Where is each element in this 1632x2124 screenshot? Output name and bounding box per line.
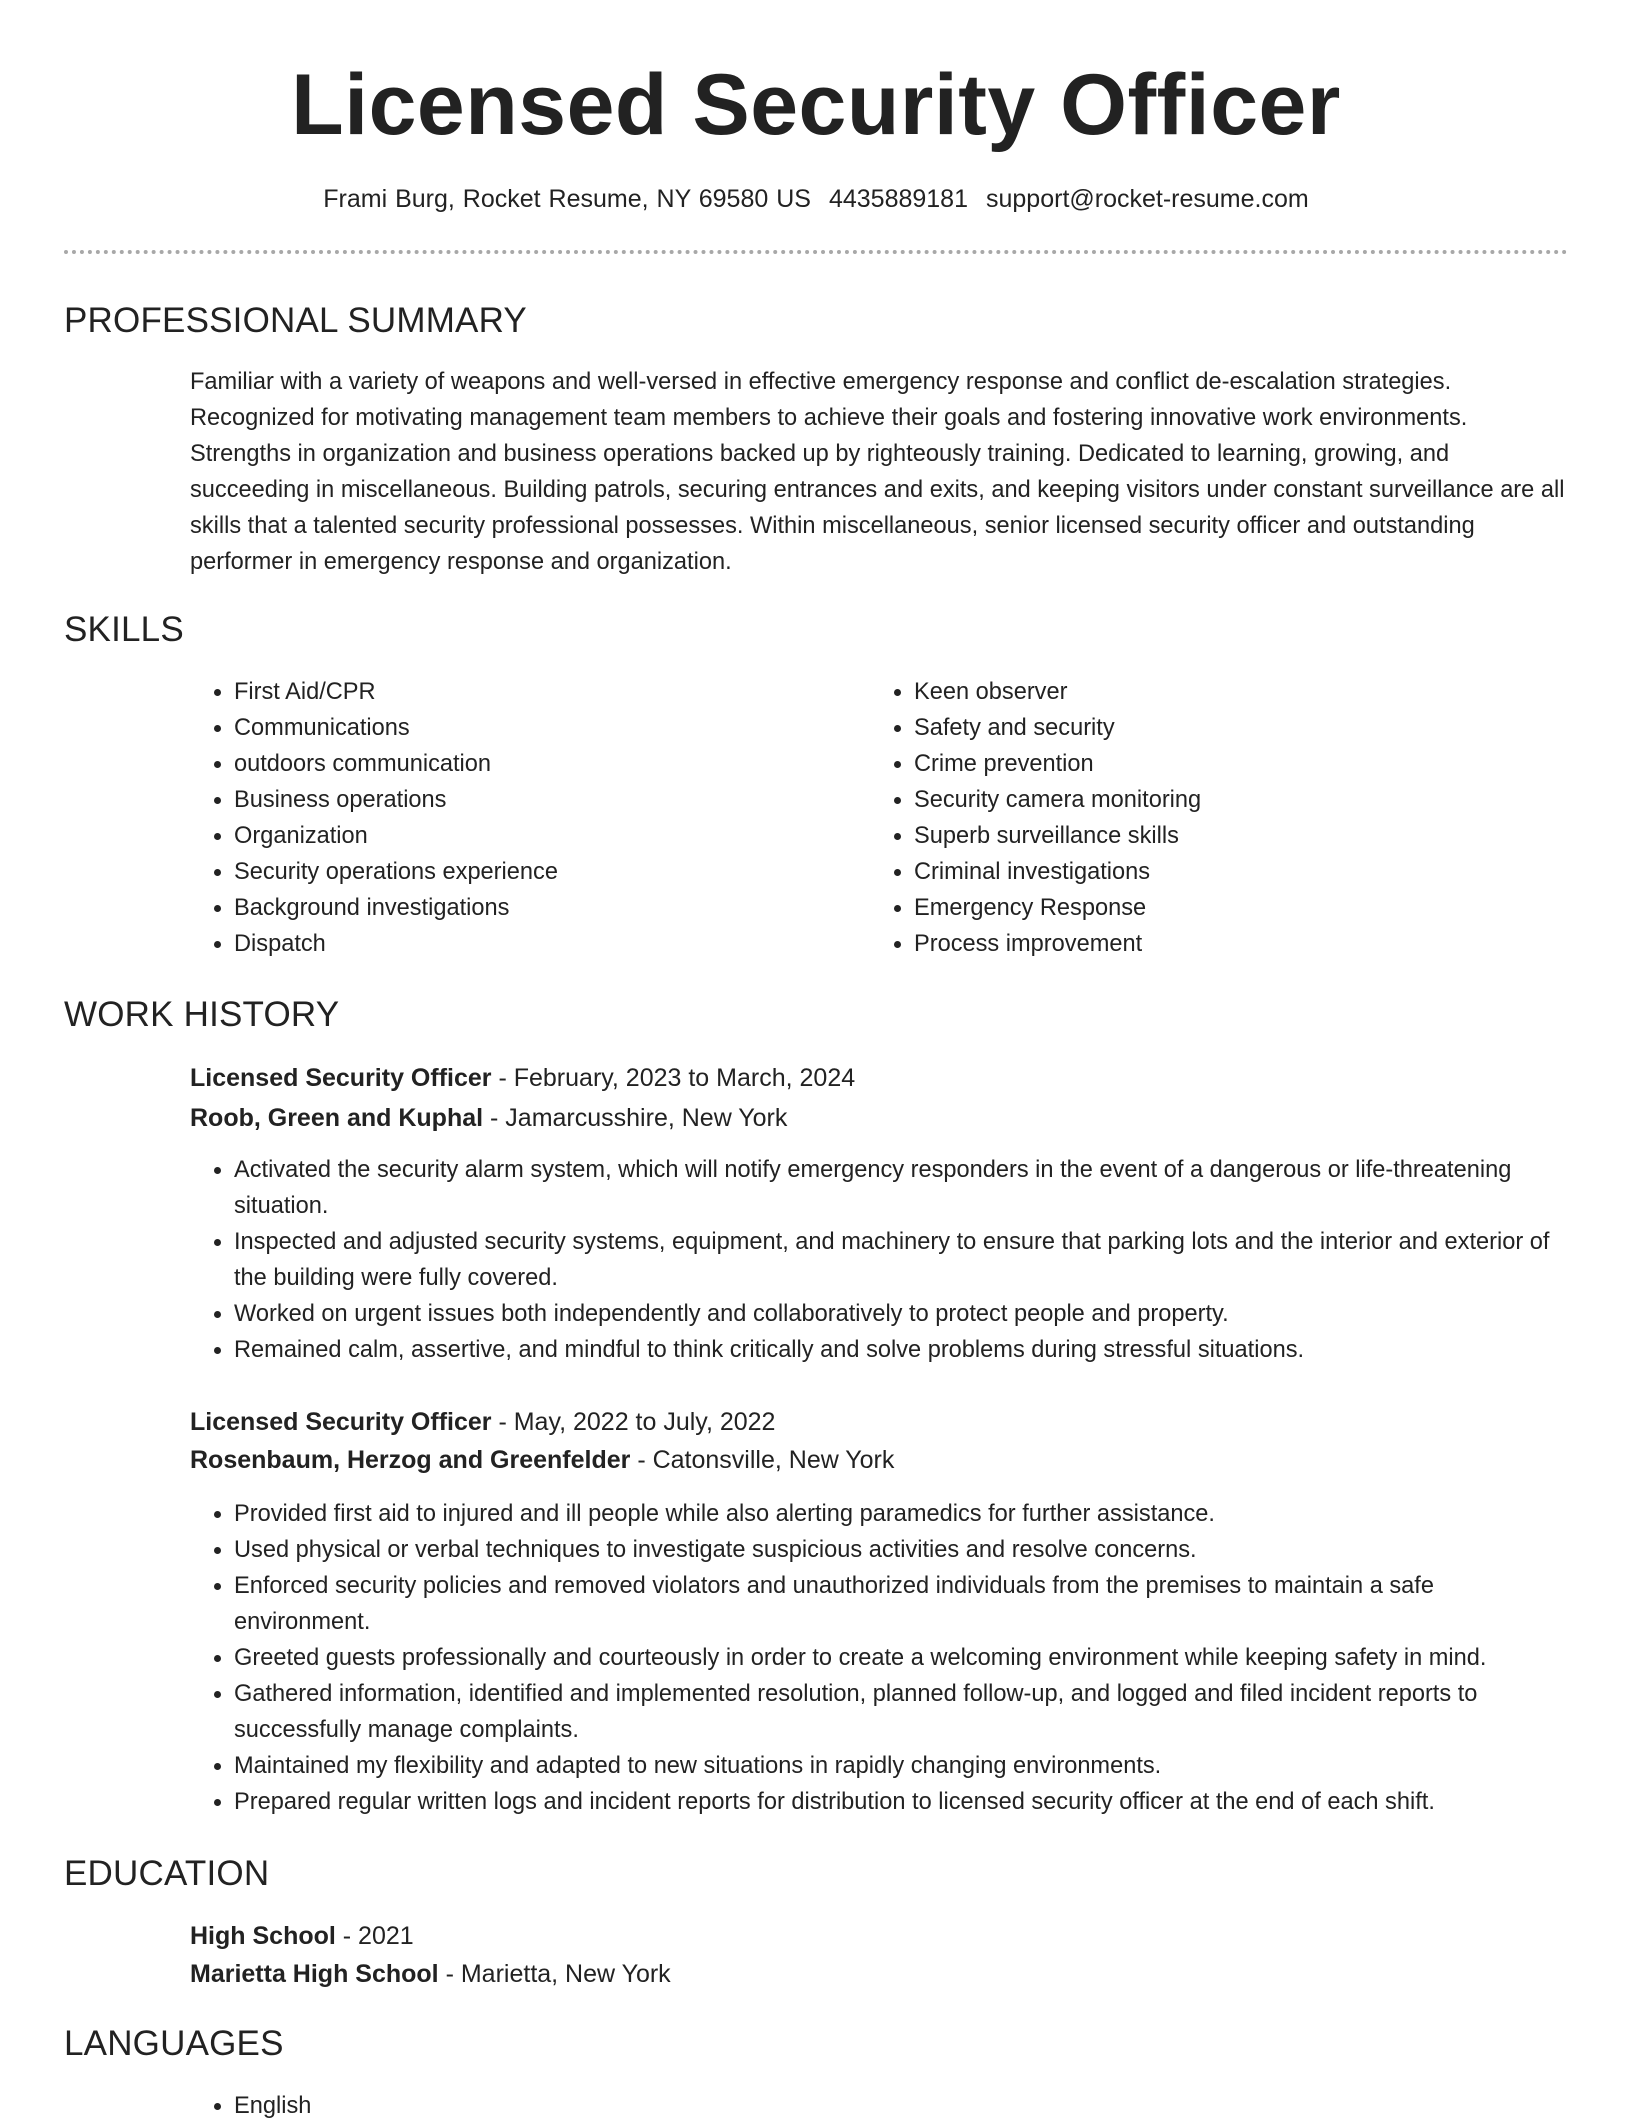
job-bullet: • Provided first aid to injured and ill people while also alerting paramedics for further assistance.	[234, 1496, 1570, 1532]
job-bullet: • Activated the security alarm system, which will notify emergency responders in the event of a dangerous or life-threatening situation.	[234, 1152, 1570, 1224]
education-school: Marietta High School	[190, 1960, 439, 1988]
skill-item: • Process improvement	[914, 926, 1490, 962]
job-bullet: • Remained calm, assertive, and mindful to think critically and solve problems during stressful situations.	[234, 1332, 1570, 1368]
education-degree: High School	[190, 1922, 336, 1950]
contact-phone: 4435889181	[828, 185, 968, 213]
contact-line	[0, 182, 1632, 216]
job-bullet: • Maintained my flexibility and adapted to new situations in rapidly changing environments.	[234, 1748, 1570, 1784]
languages-list	[190, 2088, 1570, 2124]
skills-column-left	[190, 674, 810, 962]
job-location: - Jamarcusshire, New York	[483, 1104, 788, 1132]
section-title-summary: PROFESSIONAL SUMMARY	[64, 301, 527, 340]
job-bullet: • Prepared regular written logs and incident reports for distribution to licensed security officer at the end of each shift.	[234, 1784, 1570, 1820]
skill-item: • Emergency Response	[914, 890, 1490, 926]
skill-item: • First Aid/CPR	[234, 674, 810, 710]
job-location: - Catonsville, New York	[630, 1446, 895, 1474]
job-bullet: • Enforced security policies and removed violators and unauthorized individuals from the premises to maintain a safe environment.	[234, 1568, 1570, 1640]
contact-address: Frami Burg, Rocket Resume, NY 69580 US	[323, 185, 811, 213]
skill-item: • outdoors communication	[234, 746, 810, 782]
skill-item: • Organization	[234, 818, 810, 854]
job-bullets	[190, 1152, 1570, 1368]
skill-item: • Communications	[234, 710, 810, 746]
skill-item: • Dispatch	[234, 926, 810, 962]
language-item: • English	[234, 2088, 1570, 2124]
summary-text: Familiar with a variety of weapons and well-versed in effective emergency response and conflict de-escalation strategies. Recognized for motivating management team members to achieve their goals and fostering innovative work environments. Strengths in organization and business operations backed up by righteously training. Dedicated to learning, growing, and succeeding in miscellaneous. Building patrols, securing entrances and exits, and keeping visitors under constant surveillance are all skills that a talented security professional possesses. Within miscellaneous, senior licensed security officer and outstanding performer in emergency response and organization.	[190, 369, 1565, 575]
contact-email: support@rocket-resume.com	[986, 185, 1309, 213]
job-company: Roob, Green and Kuphal	[190, 1104, 484, 1132]
education-year: - 2021	[335, 1922, 414, 1950]
skill-item: • Business operations	[234, 782, 810, 818]
job-bullet: • Inspected and adjusted security systems, equipment, and machinery to ensure that parking lots and the interior and exterior of the building were fully covered.	[234, 1224, 1570, 1296]
job-bullets	[190, 1496, 1570, 1820]
job-title-line	[190, 1060, 855, 1096]
job-dates: - May, 2022 to July, 2022	[491, 1408, 776, 1436]
job-title: Licensed Security Officer	[190, 1408, 492, 1436]
education-location: - Marietta, New York	[438, 1960, 671, 1988]
job-company: Rosenbaum, Herzog and Greenfelder	[190, 1446, 631, 1474]
education-degree-line	[190, 1918, 414, 1954]
skill-item: • Superb surveillance skills	[914, 818, 1490, 854]
education-school-line	[190, 1956, 671, 1992]
skills-column-right	[870, 674, 1490, 962]
job-bullet: • Worked on urgent issues both independently and collaboratively to protect people and property.	[234, 1296, 1570, 1332]
job-title-line	[190, 1404, 775, 1440]
skill-item: • Criminal investigations	[914, 854, 1490, 890]
job-company-line	[190, 1442, 894, 1478]
resume-name-title: Licensed Security Officer	[291, 57, 1341, 153]
header-divider	[64, 250, 1568, 254]
job-company-line	[190, 1100, 787, 1136]
section-title-languages: LANGUAGES	[64, 2024, 284, 2063]
skill-item: • Security camera monitoring	[914, 782, 1490, 818]
job-bullet: • Gathered information, identified and implemented resolution, planned follow-up, and logged and filed incident reports to successfully manage complaints.	[234, 1676, 1570, 1748]
job-bullet: • Greeted guests professionally and courteously in order to create a welcoming environment while keeping safety in mind.	[234, 1640, 1570, 1676]
skill-item: • Security operations experience	[234, 854, 810, 890]
job-dates: - February, 2023 to March, 2024	[491, 1064, 856, 1092]
job-title: Licensed Security Officer	[190, 1064, 492, 1092]
section-title-skills: SKILLS	[64, 610, 184, 649]
skill-item: • Background investigations	[234, 890, 810, 926]
job-bullet: • Used physical or verbal techniques to investigate suspicious activities and resolve concerns.	[234, 1532, 1570, 1568]
skill-item: • Keen observer	[914, 674, 1490, 710]
section-title-education: EDUCATION	[64, 1854, 270, 1893]
skill-item: • Safety and security	[914, 710, 1490, 746]
section-title-work-history: WORK HISTORY	[64, 995, 340, 1034]
skill-item: • Crime prevention	[914, 746, 1490, 782]
